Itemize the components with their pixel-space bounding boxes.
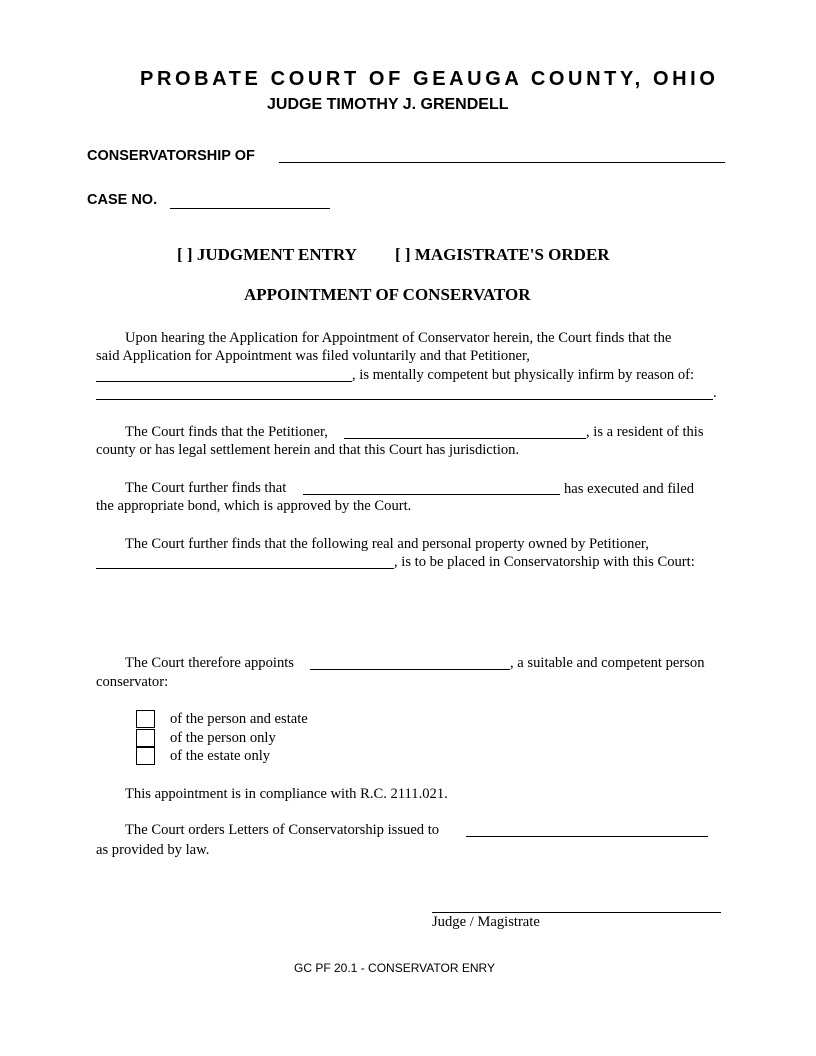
paragraph-5-line-1-start: The Court therefore appoints xyxy=(125,655,294,671)
paragraph-1-line-3: , is mentally competent but physically infirm by reason of: xyxy=(352,367,695,383)
conservatorship-of-field[interactable] xyxy=(279,162,725,163)
paragraph-2-line-2: county or has legal settlement herein and that this Court has jurisdiction. xyxy=(96,442,520,458)
paragraph-3-line-2: the appropriate bond, which is approved by the Court. xyxy=(96,498,412,514)
petitioner-resident-field[interactable] xyxy=(344,438,586,439)
case-no-field[interactable] xyxy=(170,208,330,209)
paragraph-2-line-1-end: , is a resident of this xyxy=(586,424,704,440)
paragraph-2-line-1-start: The Court finds that the Petitioner, xyxy=(125,424,328,440)
property-owner-field[interactable] xyxy=(96,568,394,569)
case-no-label: CASE NO. xyxy=(87,192,158,208)
estate-only-label: of the estate only xyxy=(170,748,271,764)
person-and-estate-label: of the person and estate xyxy=(170,711,308,727)
bond-executor-field[interactable] xyxy=(303,494,560,495)
court-name-heading: PROBATE COURT OF GEAUGA COUNTY, OHIO xyxy=(140,68,719,90)
paragraph-4-line-1: The Court further finds that the following real and personal property owned by Petitioner, xyxy=(125,536,649,552)
judgment-entry-option[interactable]: [ ] JUDGMENT ENTRY xyxy=(177,245,357,264)
signature-label: Judge / Magistrate xyxy=(432,914,540,930)
person-only-checkbox[interactable] xyxy=(136,729,155,747)
paragraph-7-line-1: The Court orders Letters of Conservatorship issued to xyxy=(125,822,440,838)
signature-line[interactable] xyxy=(432,912,721,913)
paragraph-4-line-2: , is to be placed in Conservatorship with this Court: xyxy=(394,554,695,570)
conservatorship-of-label: CONSERVATORSHIP OF xyxy=(87,148,255,164)
magistrates-order-option[interactable]: [ ] MAGISTRATE'S ORDER xyxy=(395,245,610,264)
person-only-label: of the person only xyxy=(170,730,276,746)
person-and-estate-checkbox[interactable] xyxy=(136,710,155,728)
judge-name-heading: JUDGE TIMOTHY J. GRENDELL xyxy=(267,96,509,113)
paragraph-1-line-2: said Application for Appointment was filed voluntarily and that Petitioner, xyxy=(96,348,530,364)
form-title: APPOINTMENT OF CONSERVATOR xyxy=(244,285,531,304)
paragraph-1-line-4-end: . xyxy=(713,385,717,401)
paragraph-1-line-1: Upon hearing the Application for Appointment of Conservator herein, the Court finds that the xyxy=(125,330,672,346)
petitioner-name-field[interactable] xyxy=(96,381,352,382)
form-footer: GC PF 20.1 - CONSERVATOR ENRY xyxy=(294,961,495,975)
estate-only-checkbox[interactable] xyxy=(136,747,155,765)
paragraph-7-line-2: as provided by law. xyxy=(96,842,210,858)
paragraph-3-line-1-end: has executed and filed xyxy=(564,481,695,497)
letters-issued-to-field[interactable] xyxy=(466,836,708,837)
paragraph-6: This appointment is in compliance with R.C. 2111.021. xyxy=(125,786,448,802)
infirmity-reason-field[interactable] xyxy=(96,399,713,400)
conservator-name-field[interactable] xyxy=(310,669,510,670)
paragraph-5-line-1-end: , a suitable and competent person xyxy=(510,655,705,671)
paragraph-3-line-1-start: The Court further finds that xyxy=(125,480,287,496)
paragraph-5-line-2: conservator: xyxy=(96,674,169,690)
